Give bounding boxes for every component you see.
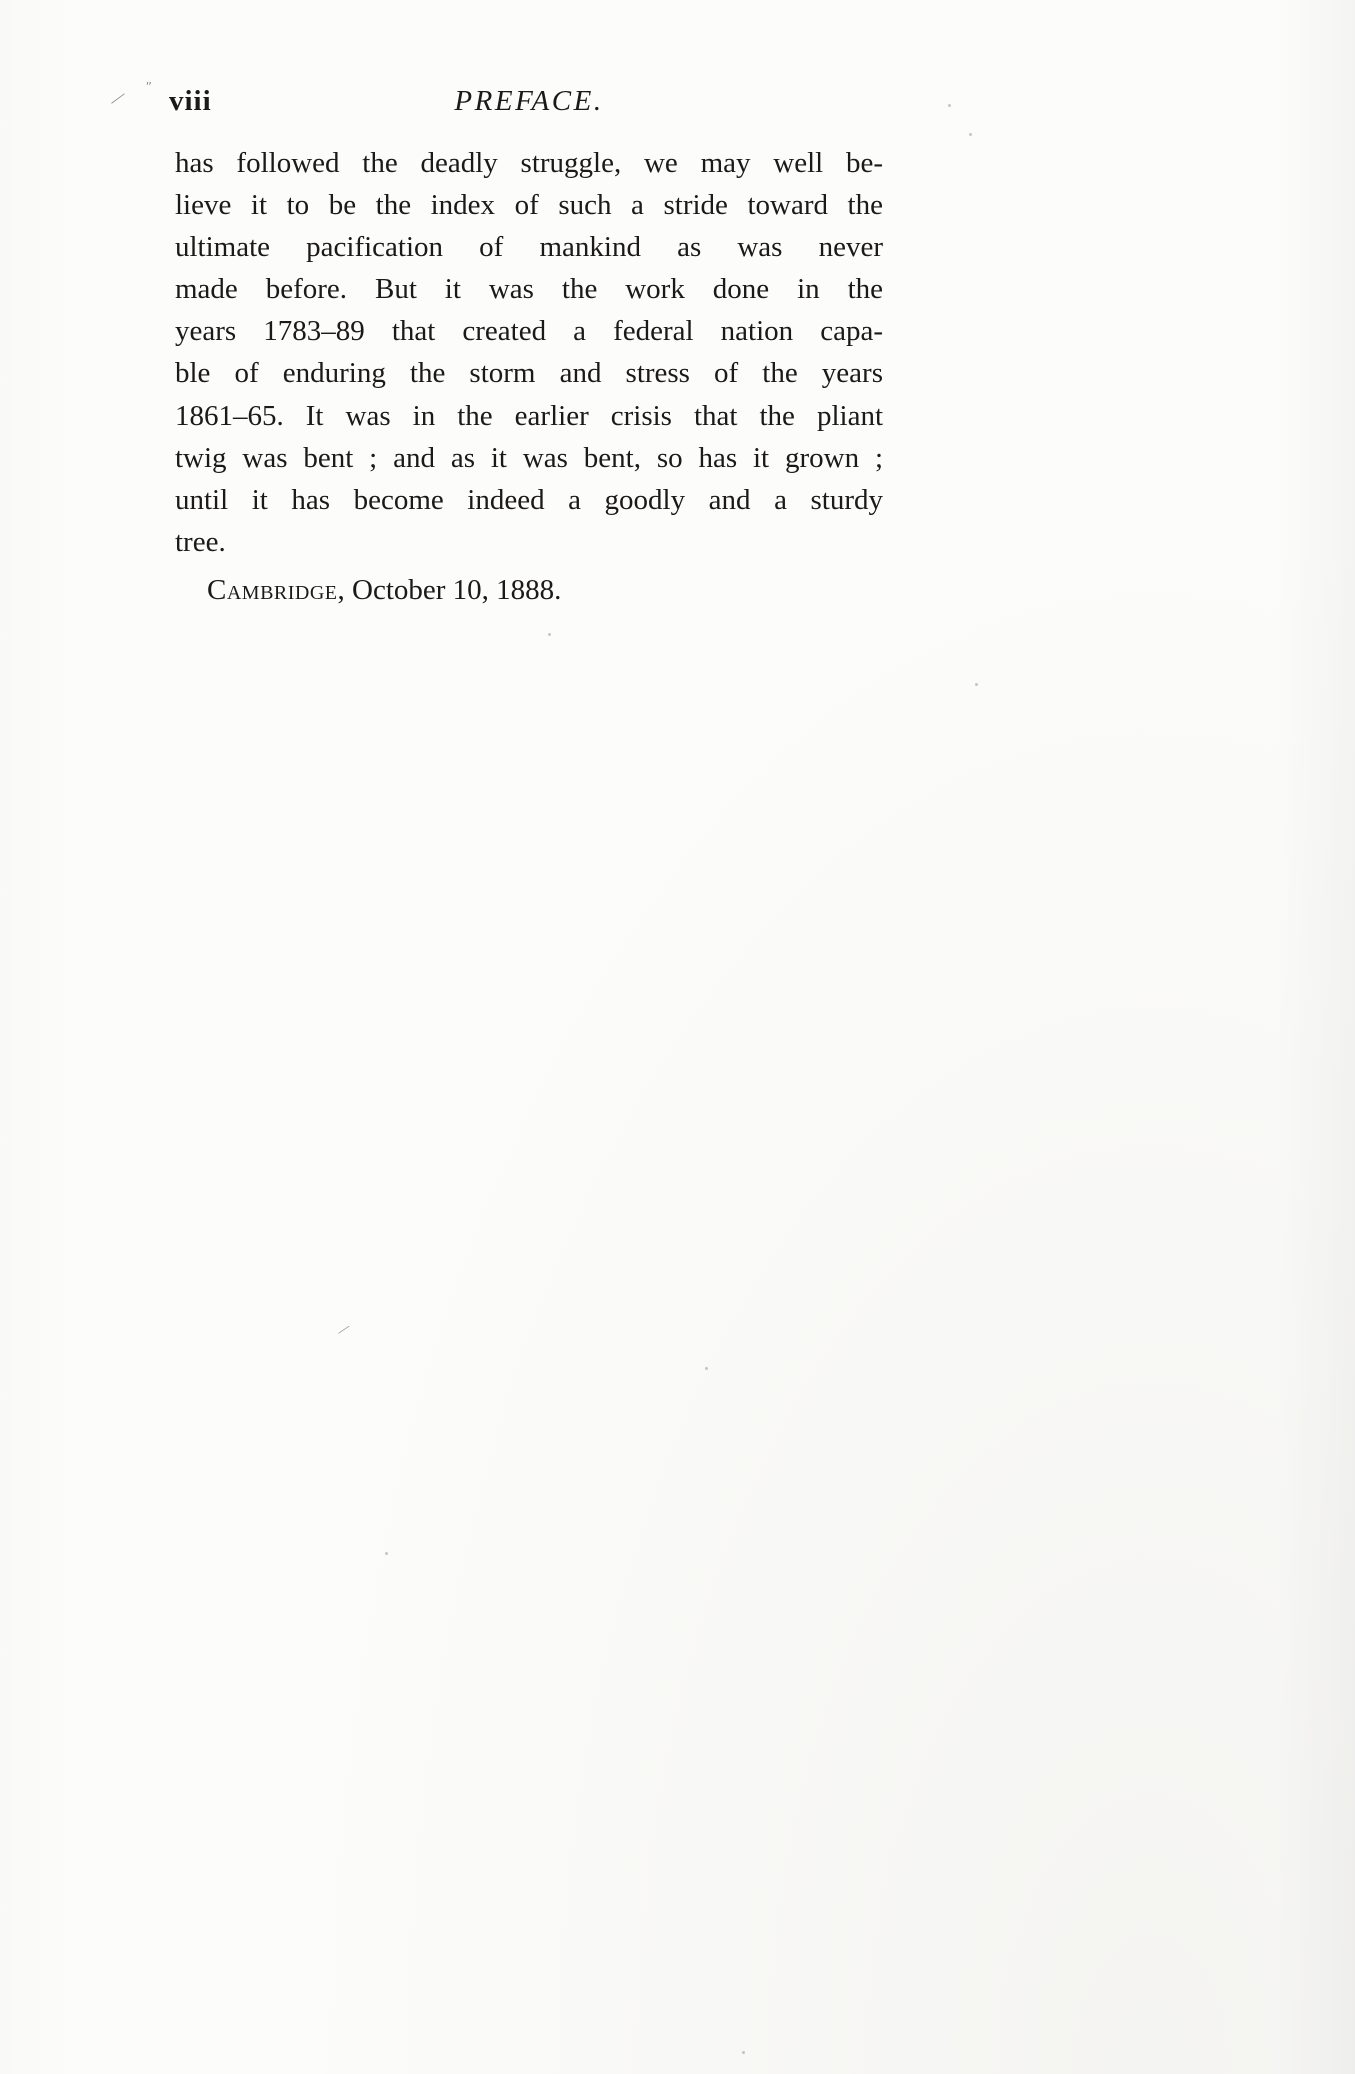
scan-speck — [742, 2051, 745, 2054]
body-line: lieve it to be the index of such a stride toward the — [175, 189, 883, 222]
dateline — [175, 569, 883, 611]
body-line: until it has become indeed a goodly and a sturdy — [175, 483, 883, 516]
dateline-place: Cambridge — [207, 573, 338, 606]
scan-mark: ⁄ — [112, 88, 123, 111]
body-line: has followed the deadly struggle, we may well be- — [175, 147, 883, 179]
scan-mark: ″ — [146, 80, 152, 95]
body-line: twig was bent ; and as it was bent, so has it grown ; — [175, 441, 883, 474]
page-header — [169, 84, 883, 128]
running-head: PREFACE. — [454, 85, 604, 117]
scan-speck — [975, 683, 978, 686]
dateline-rest: , October 10, 1888. — [337, 573, 562, 606]
body-line: tree. — [175, 525, 226, 558]
body-paragraph — [175, 142, 883, 563]
scan-speck — [548, 633, 551, 636]
page-number: viii — [169, 85, 212, 117]
scan-speck — [705, 1367, 708, 1370]
body-line: years 1783–89 that created a federal nation capa- — [175, 315, 883, 348]
body-line: ble of enduring the storm and stress of the years — [175, 357, 883, 390]
body-line: 1861–65. It was in the earlier crisis that the pliant — [175, 399, 883, 432]
body-line: made before. But it was the work done in the — [175, 273, 883, 306]
scan-speck — [948, 104, 951, 107]
text-block — [169, 84, 883, 611]
scan-speck — [969, 133, 972, 136]
body-line: ultimate pacification of mankind as was never — [175, 231, 883, 264]
scan-speck — [385, 1552, 388, 1555]
scan-mark: ⁄ — [339, 1322, 348, 1339]
